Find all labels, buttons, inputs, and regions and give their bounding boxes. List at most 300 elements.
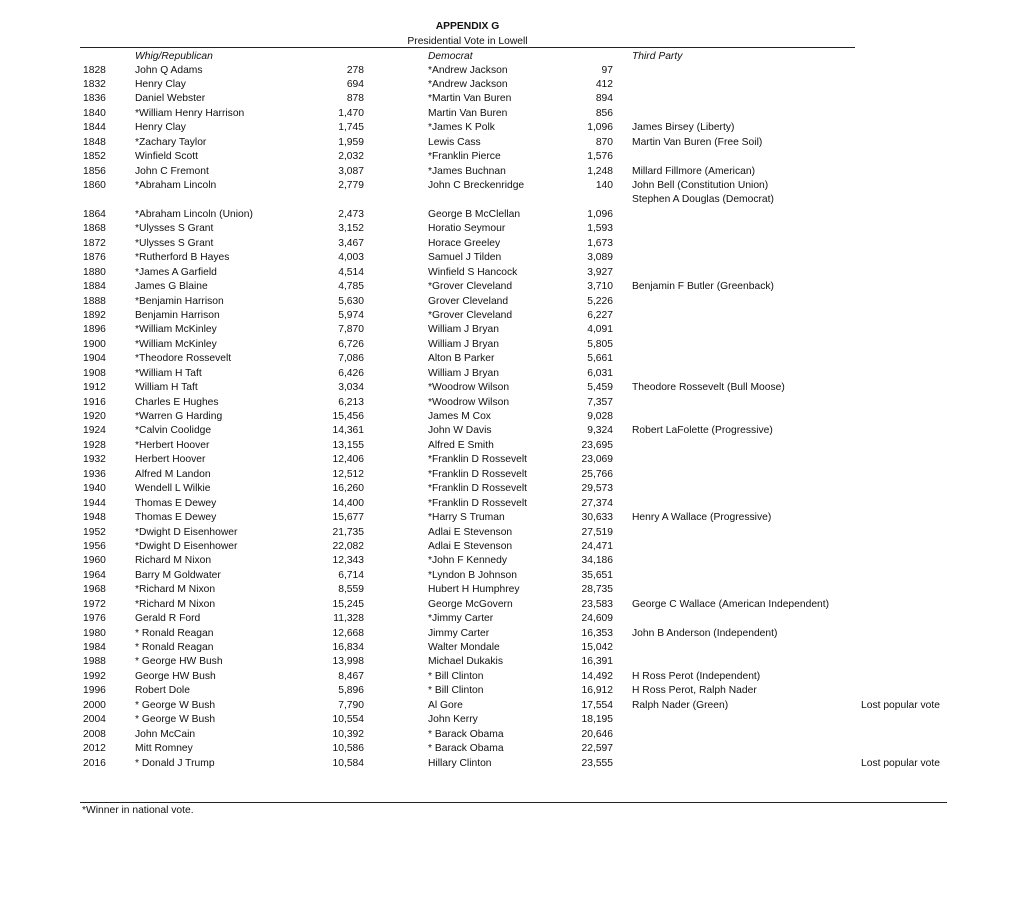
whig-republican-candidate: *William H Taft [135,367,202,379]
table-row [0,193,1024,207]
democrat-candidate: John C Breckenridge [428,180,525,191]
whig-republican-candidate: *Benjamin Harrison [135,295,224,307]
whig-republican-candidate: Charles E Hughes [135,396,219,408]
democrat-votes: 27,374 [581,497,613,509]
whig-republican-candidate: *William Henry Harrison [135,107,245,119]
year-cell: 1928 [83,439,106,451]
year-cell: 1932 [83,454,106,466]
year-cell: 1828 [83,64,106,76]
table-row [0,526,1024,540]
democrat-votes: 34,186 [581,555,613,567]
whig-republican-votes: 4,514 [338,266,364,278]
year-cell: 1836 [83,93,106,105]
whig-republican-candidate: George HW Bush [135,670,216,682]
table-row [0,352,1024,366]
democrat-votes: 1,593 [587,223,613,235]
whig-republican-candidate: *Herbert Hoover [135,439,210,451]
whig-republican-candidate: *Rutherford B Hayes [135,252,230,264]
whig-republican-votes: 12,512 [332,468,364,480]
democrat-votes: 5,459 [587,382,613,394]
whig-republican-candidate: *Richard M Nixon [135,598,216,610]
democrat-candidate: * Bill Clinton [428,670,484,682]
whig-republican-votes: 2,032 [338,151,364,163]
year-cell: 2008 [83,728,106,740]
whig-republican-votes: 16,834 [332,642,364,653]
year-cell: 1916 [83,396,106,408]
third-party-candidate: Millard Fillmore (American) [632,165,756,177]
whig-republican-candidate: *William McKinley [135,324,217,336]
democrat-votes: 24,609 [581,613,613,625]
whig-republican-votes: 14,400 [332,497,364,509]
whig-republican-votes: 878 [346,93,364,105]
whig-republican-candidate: *Zachary Taylor [135,136,207,148]
whig-republican-candidate: Robert Dole [135,685,190,697]
whig-republican-candidate: *Calvin Coolidge [135,425,212,437]
row-note: Lost popular vote [861,699,940,711]
whig-republican-candidate: Benjamin Harrison [135,309,220,321]
year-cell: 1960 [83,555,106,567]
democrat-votes: 5,661 [587,353,613,365]
whig-republican-votes: 22,082 [332,540,364,552]
democrat-candidate: Hubert H Humphrey [428,584,520,596]
page-title: APPENDIX G [435,21,500,32]
whig-republican-votes: 16,260 [332,483,364,495]
table-row [0,121,1024,135]
third-party-candidate: Benjamin F Butler (Greenback) [632,281,774,293]
table-row [0,497,1024,511]
year-cell: 1868 [83,223,106,235]
whig-republican-votes: 15,245 [332,598,364,610]
democrat-candidate: *Andrew Jackson [428,64,508,76]
democrat-votes: 23,695 [581,439,613,451]
year-cell: 1912 [83,382,106,394]
year-cell: 1956 [83,540,106,552]
table-row [0,280,1024,294]
year-cell: 1892 [83,309,106,321]
table-row [0,641,1024,655]
table-row [0,757,1024,771]
whig-republican-candidate: Mitt Romney [135,743,193,755]
year-cell: 1924 [83,425,106,437]
democrat-votes: 97 [601,64,613,76]
whig-republican-votes: 3,152 [338,223,364,235]
whig-republican-candidate: *Dwight D Eisenhower [135,526,238,538]
year-cell: 1948 [83,512,106,524]
democrat-votes: 23,583 [581,598,613,610]
table-row [0,569,1024,583]
whig-republican-candidate: Herbert Hoover [135,454,206,466]
table-row [0,728,1024,742]
democrat-candidate: William J Bryan [428,367,499,379]
year-cell: 2004 [83,714,106,726]
whig-republican-votes: 3,467 [338,237,364,249]
democrat-votes: 28,735 [581,584,613,596]
header-democrat: Democrat [428,50,473,62]
whig-republican-candidate: John Q Adams [135,64,203,76]
democrat-candidate: *Lyndon B Johnson [428,569,517,581]
table-row [0,165,1024,179]
democrat-votes: 3,710 [587,281,613,293]
whig-republican-votes: 5,974 [338,309,364,321]
democrat-candidate: Lewis Cass [428,136,481,148]
year-cell: 1864 [83,208,106,220]
header-whig-republican: Whig/Republican [135,50,213,62]
table-row [0,713,1024,727]
table-row [0,136,1024,150]
vote-table [0,64,1024,771]
whig-republican-votes: 14,361 [332,425,364,437]
whig-republican-candidate: *James A Garfield [135,266,217,278]
table-row [0,338,1024,352]
year-cell: 1996 [83,685,106,697]
year-cell: 1944 [83,497,106,509]
year-cell: 1980 [83,627,106,639]
third-party-candidate: James Birsey (Liberty) [632,122,735,134]
third-party-candidate: H Ross Perot, Ralph Nader [632,685,757,697]
democrat-candidate: * Barack Obama [428,728,504,740]
whig-republican-votes: 3,034 [338,382,364,394]
democrat-candidate: Grover Cleveland [428,295,509,307]
whig-republican-candidate: James G Blaine [135,281,208,293]
whig-republican-votes: 8,467 [338,670,364,682]
whig-republican-votes: 3,087 [338,165,364,177]
year-cell: 1972 [83,598,106,610]
year-cell: 1908 [83,367,106,379]
democrat-votes: 16,353 [581,627,613,639]
year-cell: 1840 [83,107,106,119]
democrat-votes: 140 [595,180,613,191]
democrat-candidate: Martin Van Buren [428,107,508,119]
whig-republican-votes: 8,559 [338,584,364,596]
header-divider [80,47,855,48]
democrat-candidate: *Franklin D Rossevelt [428,468,527,480]
whig-republican-candidate: *Richard M Nixon [135,584,216,596]
column-headers [0,51,1024,65]
third-party-candidate: Martin Van Buren (Free Soil) [632,136,763,148]
democrat-votes: 856 [595,107,613,119]
year-cell: 1904 [83,353,106,365]
democrat-votes: 23,555 [581,757,613,769]
year-cell: 1984 [83,642,106,653]
page-subtitle: Presidential Vote in Lowell [407,35,528,47]
year-cell: 1896 [83,324,106,336]
whig-republican-candidate: * Ronald Reagan [135,642,214,653]
whig-republican-candidate: Henry Clay [135,78,186,90]
whig-republican-votes: 7,870 [338,324,364,336]
democrat-votes: 5,226 [587,295,613,307]
year-cell: 1936 [83,468,106,480]
whig-republican-votes: 2,779 [338,180,364,191]
year-cell: 1832 [83,78,106,90]
whig-republican-votes: 4,785 [338,281,364,293]
year-cell: 1860 [83,180,106,191]
table-row [0,251,1024,265]
table-row [0,237,1024,251]
democrat-candidate: William J Bryan [428,324,499,336]
year-cell: 1848 [83,136,106,148]
democrat-votes: 30,633 [581,512,613,524]
table-row [0,554,1024,568]
democrat-votes: 16,912 [581,685,613,697]
table-row [0,323,1024,337]
whig-republican-votes: 13,998 [332,656,364,668]
year-cell: 1952 [83,526,106,538]
whig-republican-candidate: Barry M Goldwater [135,569,221,581]
whig-republican-votes: 12,668 [332,627,364,639]
table-row [0,150,1024,164]
democrat-candidate: *Martin Van Buren [428,93,512,105]
table-row [0,64,1024,78]
democrat-candidate: Alfred E Smith [428,439,494,451]
year-cell: 1884 [83,281,106,293]
whig-republican-candidate: * George HW Bush [135,656,223,668]
whig-republican-votes: 21,735 [332,526,364,538]
table-row [0,396,1024,410]
whig-republican-votes: 4,003 [338,252,364,264]
whig-republican-votes: 12,406 [332,454,364,466]
democrat-votes: 16,391 [581,656,613,668]
democrat-votes: 27,519 [581,526,613,538]
democrat-votes: 6,031 [587,367,613,379]
democrat-candidate: *Andrew Jackson [428,78,508,90]
democrat-candidate: John W Davis [428,425,492,437]
whig-republican-votes: 12,343 [332,555,364,567]
whig-republican-votes: 15,677 [332,512,364,524]
democrat-candidate: Walter Mondale [428,642,500,653]
table-row [0,410,1024,424]
democrat-votes: 18,195 [581,714,613,726]
whig-republican-votes: 1,470 [338,107,364,119]
third-party-candidate: Robert LaFolette (Progressive) [632,425,773,437]
democrat-votes: 1,576 [587,151,613,163]
whig-republican-candidate: *William McKinley [135,338,217,350]
whig-republican-votes: 10,392 [332,728,364,740]
third-party-candidate: H Ross Perot (Independent) [632,670,761,682]
year-cell: 1940 [83,483,106,495]
democrat-candidate: *Grover Cleveland [428,281,513,293]
democrat-candidate: John Kerry [428,714,478,726]
democrat-candidate: William J Bryan [428,338,499,350]
whig-republican-candidate: *Ulysses S Grant [135,237,214,249]
third-party-candidate: Stephen A Douglas (Democrat) [632,194,774,206]
row-note: Lost popular vote [861,757,940,769]
table-row [0,295,1024,309]
whig-republican-votes: 10,586 [332,743,364,755]
third-party-candidate: John Bell (Constitution Union) [632,180,769,191]
whig-republican-votes: 7,086 [338,353,364,365]
democrat-candidate: Michael Dukakis [428,656,503,668]
whig-republican-candidate: * Donald J Trump [135,757,215,769]
democrat-votes: 29,573 [581,483,613,495]
whig-republican-votes: 6,714 [338,569,364,581]
democrat-votes: 6,227 [587,309,613,321]
table-row [0,424,1024,438]
table-row [0,92,1024,106]
table-row [0,583,1024,597]
table-row [0,627,1024,641]
whig-republican-candidate: Winfield Scott [135,151,198,163]
year-cell: 1992 [83,670,106,682]
whig-republican-votes: 6,726 [338,338,364,350]
whig-republican-votes: 1,959 [338,136,364,148]
third-party-candidate: Henry A Wallace (Progressive) [632,512,772,524]
democrat-candidate: *Franklin D Rossevelt [428,483,527,495]
year-cell: 1872 [83,237,106,249]
whig-republican-candidate: Wendell L Wilkie [135,483,211,495]
whig-republican-votes: 10,584 [332,757,364,769]
whig-republican-candidate: Daniel Webster [135,93,206,105]
democrat-votes: 35,651 [581,569,613,581]
whig-republican-candidate: John McCain [135,728,196,740]
democrat-votes: 5,805 [587,338,613,350]
whig-republican-candidate: William H Taft [135,382,198,394]
footer-divider [80,802,947,803]
democrat-candidate: Al Gore [428,699,463,711]
table-row [0,482,1024,496]
democrat-candidate: *Franklin D Rossevelt [428,497,527,509]
whig-republican-candidate: *Theodore Rossevelt [135,353,232,365]
democrat-candidate: *Harry S Truman [428,512,505,524]
year-cell: 1920 [83,411,106,422]
whig-republican-votes: 6,213 [338,396,364,408]
table-row [0,381,1024,395]
year-cell: 1964 [83,569,106,581]
whig-republican-candidate: Richard M Nixon [135,555,212,567]
third-party-candidate: John B Anderson (Independent) [632,627,778,639]
democrat-candidate: James M Cox [428,411,491,422]
democrat-candidate: *James Buchnan [428,165,506,177]
table-row [0,468,1024,482]
whig-republican-votes: 10,554 [332,714,364,726]
year-cell: 1876 [83,252,106,264]
whig-republican-candidate: Gerald R Ford [135,613,201,625]
whig-republican-votes: 1,745 [338,122,364,134]
democrat-votes: 1,096 [587,208,613,220]
democrat-votes: 24,471 [581,540,613,552]
table-row [0,222,1024,236]
democrat-candidate: George B McClellan [428,208,521,220]
democrat-votes: 7,357 [587,396,613,408]
democrat-candidate: * Barack Obama [428,743,504,755]
democrat-votes: 9,028 [587,411,613,422]
democrat-votes: 894 [595,93,613,105]
whig-republican-votes: 13,155 [332,439,364,451]
whig-republican-candidate: Thomas E Dewey [135,497,217,509]
table-row [0,266,1024,280]
table-row [0,511,1024,525]
table-row [0,655,1024,669]
whig-republican-votes: 6,426 [338,367,364,379]
table-row [0,699,1024,713]
democrat-candidate: * Bill Clinton [428,685,484,697]
table-row [0,208,1024,222]
table-row [0,309,1024,323]
table-row [0,453,1024,467]
democrat-votes: 17,554 [581,699,613,711]
third-party-candidate: George C Wallace (American Independent) [632,598,830,610]
democrat-candidate: Horatio Seymour [428,223,506,235]
whig-republican-candidate: *Warren G Harding [135,411,223,422]
table-row [0,598,1024,612]
democrat-candidate: *John F Kennedy [428,555,507,567]
democrat-candidate: *Woodrow Wilson [428,396,510,408]
democrat-votes: 1,096 [587,122,613,134]
whig-republican-candidate: Henry Clay [135,122,186,134]
whig-republican-candidate: *Ulysses S Grant [135,223,214,235]
year-cell: 1856 [83,165,106,177]
year-cell: 1844 [83,122,106,134]
democrat-votes: 870 [595,136,613,148]
table-row [0,742,1024,756]
whig-republican-candidate: *Dwight D Eisenhower [135,540,238,552]
democrat-votes: 1,248 [587,165,613,177]
democrat-votes: 23,069 [581,454,613,466]
democrat-candidate: *Franklin D Rossevelt [428,454,527,466]
democrat-votes: 14,492 [581,670,613,682]
democrat-candidate: *James K Polk [428,122,495,134]
democrat-candidate: Adlai E Stevenson [428,526,513,538]
democrat-candidate: *Jimmy Carter [428,613,494,625]
year-cell: 2000 [83,699,106,711]
democrat-votes: 1,673 [587,237,613,249]
table-row [0,439,1024,453]
whig-republican-candidate: * George W Bush [135,699,216,711]
democrat-candidate: *Grover Cleveland [428,309,513,321]
democrat-votes: 20,646 [581,728,613,740]
democrat-candidate: George McGovern [428,598,513,610]
table-row [0,670,1024,684]
democrat-votes: 3,927 [587,266,613,278]
democrat-candidate: Horace Greeley [428,237,501,249]
table-row [0,612,1024,626]
footnote: *Winner in national vote. [82,805,194,816]
whig-republican-votes: 7,790 [338,699,364,711]
democrat-candidate: *Woodrow Wilson [428,382,510,394]
democrat-candidate: Jimmy Carter [428,627,490,639]
table-row [0,78,1024,92]
year-cell: 1888 [83,295,106,307]
year-cell: 2012 [83,743,106,755]
whig-republican-candidate: Alfred M Landon [135,468,211,480]
year-cell: 1976 [83,613,106,625]
table-row [0,107,1024,121]
whig-republican-candidate: *Abraham Lincoln [135,180,217,191]
third-party-candidate: Ralph Nader (Green) [632,699,729,711]
democrat-votes: 9,324 [587,425,613,437]
table-row [0,367,1024,381]
whig-republican-candidate: John C Fremont [135,165,209,177]
whig-republican-votes: 5,630 [338,295,364,307]
third-party-candidate: Theodore Rossevelt (Bull Moose) [632,382,785,394]
table-row [0,684,1024,698]
whig-republican-candidate: * George W Bush [135,714,216,726]
whig-republican-candidate: * Ronald Reagan [135,627,214,639]
whig-republican-candidate: *Abraham Lincoln (Union) [135,208,253,220]
democrat-candidate: Adlai E Stevenson [428,540,513,552]
year-cell: 1900 [83,338,106,350]
democrat-candidate: *Franklin Pierce [428,151,501,163]
democrat-votes: 3,089 [587,252,613,264]
whig-republican-votes: 278 [346,64,364,76]
whig-republican-votes: 2,473 [338,208,364,220]
table-row [0,540,1024,554]
democrat-candidate: Samuel J Tilden [428,252,502,264]
democrat-votes: 25,766 [581,468,613,480]
year-cell: 1852 [83,151,106,163]
year-cell: 1968 [83,584,106,596]
whig-republican-candidate: Thomas E Dewey [135,512,217,524]
democrat-candidate: Hillary Clinton [428,757,492,769]
